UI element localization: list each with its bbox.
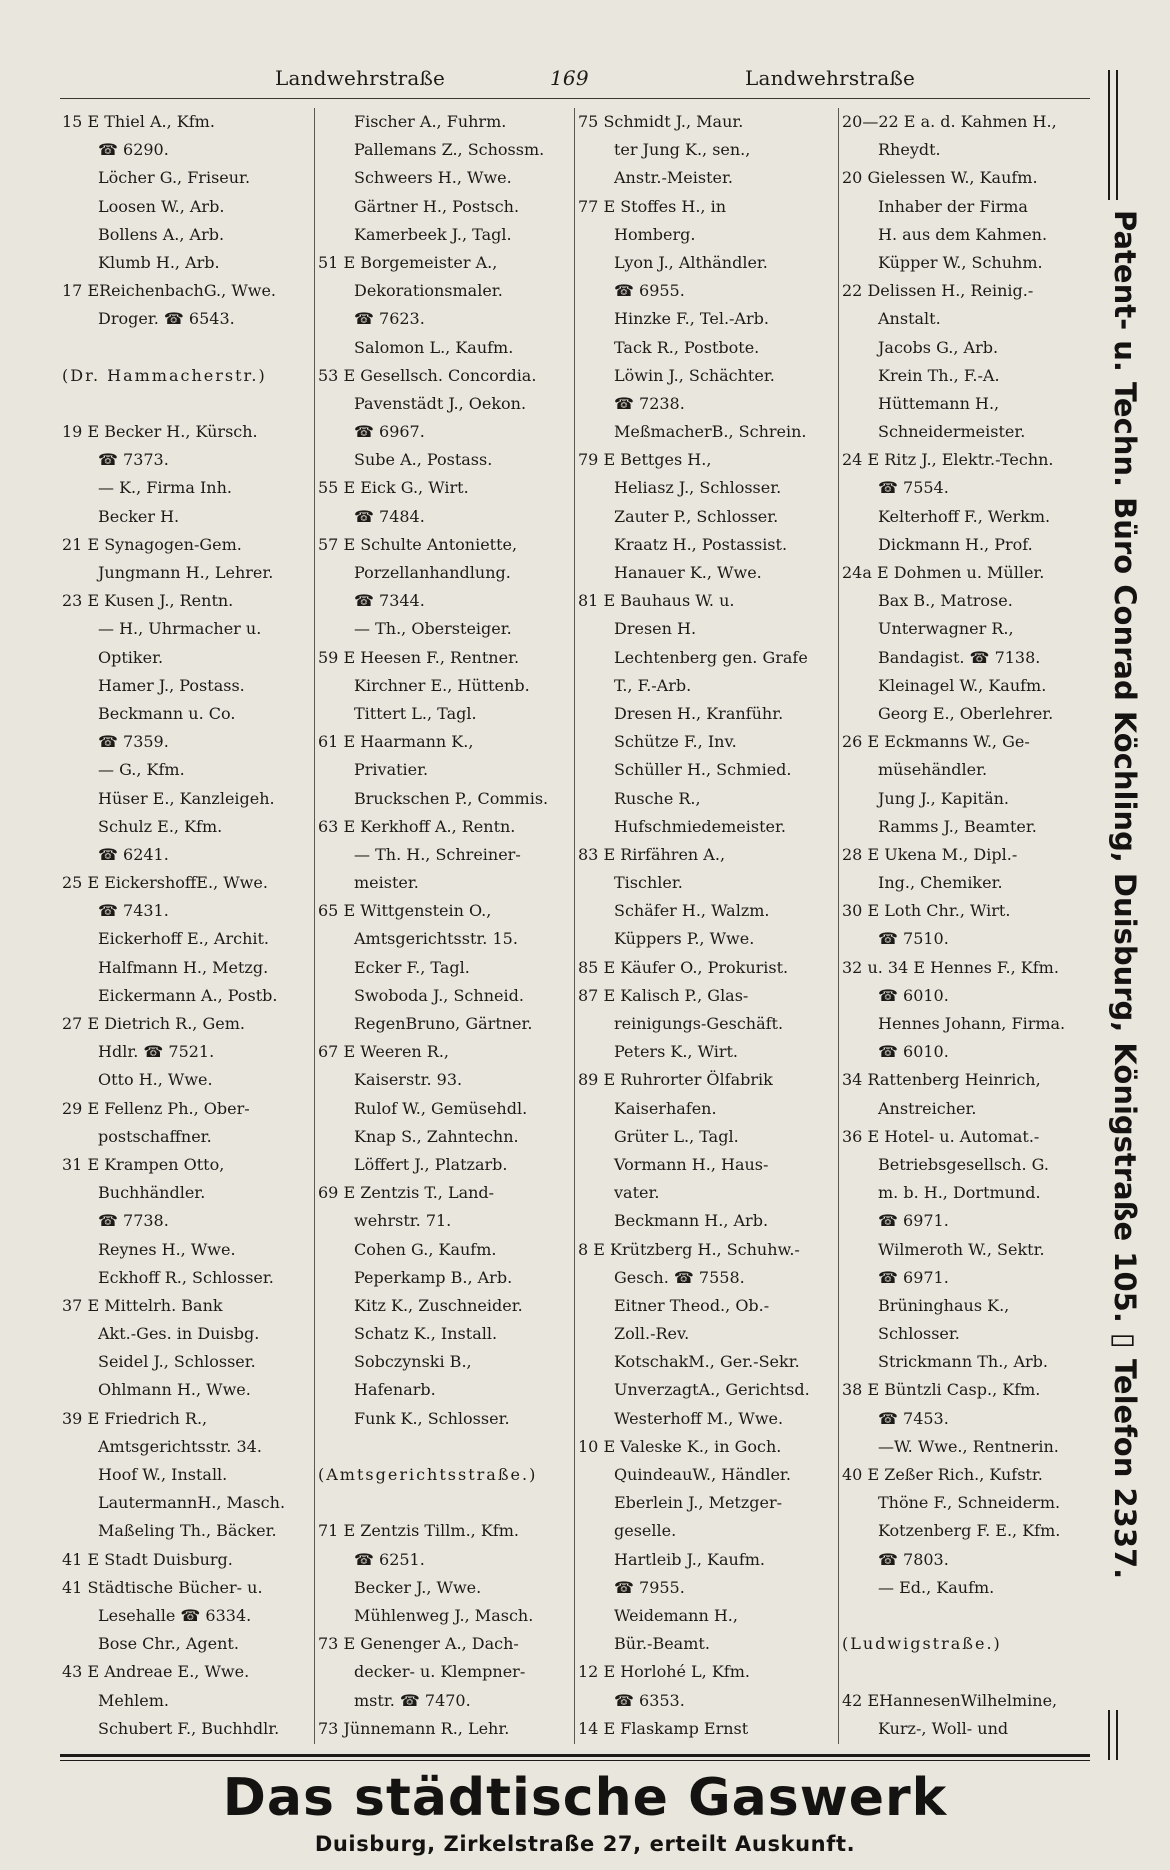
directory-entry: Tischler. [614,873,683,893]
column-4 [842,108,1110,1744]
directory-entry: 85 E Käufer O., Prokurist. [578,957,789,977]
directory-entry: Pavenstädt J., Oekon. [354,393,527,413]
directory-entry: ☎ 7453. [878,1408,949,1428]
directory-entry: ☎ 6971. [878,1267,949,1287]
directory-entry: Peperkamp B., Arb. [354,1267,513,1287]
directory-entry: decker- u. Klempner- [354,1662,526,1682]
directory-entry: Inhaber der Firma [878,196,1028,216]
directory-entry: Bruckschen P., Commis. [354,788,549,808]
directory-entry: geselle. [614,1521,677,1541]
directory-entry: 22 Delissen H., Reinig.- [842,281,1034,301]
directory-entry: ter Jung K., sen., [614,140,751,160]
directory-entry: 75 Schmidt J., Maur. [578,112,744,131]
directory-entry: Heliasz J., Schlosser. [614,478,782,498]
directory-entry: T., F.-Arb. [614,675,692,695]
directory-entry: meister. [354,873,419,893]
directory-entry: ☎ 6290. [98,140,169,160]
directory-entry: Buchhändler. [98,1183,206,1203]
directory-entry: Beckmann u. Co. [98,703,236,723]
directory-entry: Schulz E., Kfm. [98,816,223,836]
directory-entry: 83 E Rirfähren A., [578,844,726,864]
gaswerk-ad-subtitle: Duisburg, Zirkelstraße 27, erteilt Auskunft. [314,1832,856,1856]
directory-entry: Tack R., Postbote. [614,337,760,357]
directory-entry: —W. Wwe., Rentnerin. [878,1436,1059,1456]
directory-entry: Wilmeroth W., Sektr. [878,1239,1045,1259]
directory-entry: Küppers P., Wwe. [614,929,755,949]
directory-entry: — H., Uhrmacher u. [98,619,262,639]
directory-entry: Schlosser. [878,1324,960,1344]
directory-entry: 71 E Zentzis Tillm., Kfm. [318,1521,519,1541]
directory-entry: ☎ 7484. [354,506,425,526]
directory-entry: ☎ 7238. [614,393,685,413]
directory-entry: Hamer J., Postass. [98,675,245,695]
directory-entry: 73 E Genenger A., Dach- [318,1634,519,1654]
directory-entry: Amtsgerichtsstr. 34. [98,1436,262,1456]
directory-entry: Schneidermeister. [878,422,1026,442]
directory-entry: ☎ 7623. [354,309,425,329]
directory-entry [842,1658,1110,1686]
directory-entry: ☎ 7803. [878,1549,949,1569]
directory-entry: 24a E Dohmen u. Müller. [842,563,1045,582]
directory-entry: Betriebsgesellsch. G. [878,1154,1049,1174]
directory-entry: Droger. ☎ 6543. [98,309,235,329]
directory-entry [842,1602,1110,1630]
directory-entry: — Ed., Kaufm. [878,1577,995,1597]
directory-entry: Weidemann H., [614,1605,738,1625]
directory-entry: Mühlenweg J., Masch. [354,1605,534,1625]
gaswerk-ad-title: Das städtische Gaswerk [222,1768,948,1828]
directory-entry: Otto H., Wwe. [98,1070,213,1090]
directory-entry: Gärtner H., Postsch. [354,196,520,216]
directory-entry: ☎ 7510. [878,929,949,949]
directory-entry: — Th., Obersteiger. [354,619,512,639]
directory-entry: ☎ 6010. [878,1042,949,1062]
directory-entry: 37 E Mittelrh. Bank [62,1295,223,1315]
page-number: 169 [550,66,589,90]
directory-entry: m. b. H., Dortmund. [878,1183,1041,1203]
directory-entry: Bose Chr., Agent. [98,1634,239,1654]
directory-entry: Löwin J., Schächter. [614,365,775,385]
directory-entry: Strickmann Th., Arb. [878,1352,1048,1372]
directory-entry: Bax B., Matrose. [878,591,1013,611]
directory-entry: 25 E EickershoffE., Wwe. [62,873,268,893]
directory-entry: 32 u. 34 E Hennes F., Kfm. [842,957,1059,977]
directory-entry: Hdlr. ☎ 7521. [98,1042,215,1062]
directory-entry: Sobczynski B., [354,1352,472,1372]
directory-entry: 41 Städtische Bücher- u. [62,1577,263,1597]
directory-entry: Kotzenberg F. E., Kfm. [878,1521,1061,1541]
directory-entry: Hoof W., Install. [98,1465,228,1484]
directory-entry: ☎ 7359. [98,732,169,752]
directory-entry: Löffert J., Platzarb. [354,1154,508,1174]
directory-entry: Brüninghaus K., [878,1295,1010,1315]
directory-entry: Kaiserhafen. [614,1098,717,1118]
page-header [60,66,1090,96]
side-ad-text: Patent- u. Techn. Büro Conrad Köchling, Duisburg, Königstraße 105. ▯ Telefon 2337. [1100,200,1150,1710]
directory-entry: Klumb H., Arb. [98,252,220,272]
directory-entry: Kurz-, Woll- und [878,1718,1009,1738]
column-1 [62,108,330,1744]
directory-entry: QuindeauW., Händler. [614,1465,791,1484]
directory-entry: Bür.-Beamt. [614,1634,710,1654]
directory-entry: Kelterhoff F., Werkm. [878,506,1051,526]
directory-entry: H. aus dem Kahmen. [878,224,1048,244]
directory-entry: 55 E Eick G., Wirt. [318,478,469,498]
directory-entry: Privatier. [354,760,429,780]
directory-entry: 77 E Stoffes H., in [578,196,726,216]
directory-entry: Rheydt. [878,140,941,160]
directory-entry: Schütze F., Inv. [614,732,737,752]
directory-entry: ☎ 6241. [98,844,169,864]
directory-entry: Küpper W., Schuhm. [878,252,1043,272]
column-3 [578,108,846,1744]
directory-entry: 87 E Kalisch P., Glas- [578,985,749,1005]
directory-entry: Funk K., Schlosser. [354,1408,510,1428]
directory-entry: 34 Rattenberg Heinrich, [842,1070,1041,1090]
directory-entry: 53 E Gesellsch. Concordia. [318,365,537,385]
directory-entry: 20 Gielessen W., Kaufm. [842,168,1038,188]
directory-entry: Hufschmiedemeister. [614,816,786,836]
directory-entry: Westerhoff M., Wwe. [614,1408,784,1428]
directory-entry: ☎ 7955. [614,1577,685,1597]
directory-entry: 21 E Synagogen-Gem. [62,534,242,554]
directory-entry: UnverzagtA., Gerichtsd. [614,1380,810,1400]
directory-entry: Rusche R., [614,788,701,808]
directory-entry: Eickermann A., Postb. [98,985,278,1005]
directory-entry: Eickerhoff E., Archit. [98,929,269,949]
directory-entry: RegenBruno, Gärtner. [354,1014,533,1033]
directory-entry: 59 E Heesen F., Rentner. [318,647,520,667]
directory-entry: Hinzke F., Tel.-Arb. [614,309,769,329]
directory-entry: Amtsgerichtsstr. 15. [354,929,518,949]
directory-entry: Anstr.-Meister. [614,168,733,188]
directory-entry: 61 E Haarmann K., [318,732,474,752]
directory-entry: Schüller H., Schmied. [614,760,792,780]
directory-entry: Dresen H. [614,619,697,639]
directory-entry: Dickmann H., Prof. [878,534,1033,554]
directory-entry: 38 E Büntzli Casp., Kfm. [842,1380,1041,1400]
directory-entry: Kamerbeek J., Tagl. [354,224,512,244]
directory-entry: 40 E Zeßer Rich., Kufstr. [842,1465,1043,1484]
directory-entry: ☎ 7431. [98,901,169,921]
directory-entry: ☎ 6955. [614,281,685,301]
directory-entry: Lechtenberg gen. Grafe [614,647,808,667]
directory-entry: 10 E Valeske K., in Goch. [578,1436,782,1456]
directory-entry: ☎ 7554. [878,478,949,498]
directory-entry: 17 EReichenbachG., Wwe. [62,281,277,301]
directory-entry: vater. [614,1183,660,1203]
directory-entry: Kirchner E., Hüttenb. [354,675,530,695]
directory-entry: Lyon J., Althändler. [614,252,768,272]
directory-entry: Thöne F., Schneiderm. [878,1493,1061,1513]
directory-entry: postschaffner. [98,1126,212,1146]
directory-entry [578,1743,846,1744]
directory-entry: Jacobs G., Arb. [878,337,999,357]
directory-entry: 43 E Andreae E., Wwe. [62,1662,250,1682]
directory-entry: ☎ 6353. [614,1690,685,1710]
directory-entry: Eckhoff R., Schlosser. [98,1267,274,1287]
directory-entry: Kleinagel W., Kaufm. [878,675,1047,695]
directory-entry: 69 E Zentzis T., Land- [318,1183,495,1203]
directory-entry [62,334,330,362]
directory-entry: müsehändler. [878,760,988,780]
directory-entry: Porzellanhandlung. [354,563,511,582]
directory-entry: reinigungs-Geschäft. [614,1014,784,1033]
directory-entry: Hüttemann H., [878,393,1000,413]
directory-entry: 65 E Wittgenstein O., [318,901,492,921]
directory-entry: 30 E Loth Chr., Wirt. [842,901,1011,921]
directory-entry: 51 E Borgemeister A., [318,252,498,272]
directory-entry: 19 E Becker H., Kürsch. [62,422,258,442]
directory-entry: 8 E Krützberg H., Schuhw.- [578,1239,800,1259]
directory-entry: 20—22 E a. d. Kahmen H., [842,112,1057,131]
directory-entry: Hüser E., Kanzleigeh. [98,788,275,808]
directory-entry: Hanauer K., Wwe. [614,563,762,582]
column-2 [318,108,586,1744]
directory-entry: MeßmacherB., Schrein. [614,422,807,442]
directory-entry: Schatz K., Install. [354,1324,498,1344]
directory-entry: — G., Kfm. [98,760,185,780]
directory-entry: Hennes Johann, Firma. [878,1014,1066,1033]
directory-entry: 57 E Schulte Antoniette, [318,534,518,554]
directory-entry: 63 E Kerkhoff A., Rentn. [318,816,516,836]
directory-entry: Maßeling Th., Bäcker. [98,1521,277,1541]
directory-entry: 81 E Bauhaus W. u. [578,591,735,611]
directory-entry: Zoll.-Rev. [614,1324,690,1344]
directory-entry: Peters K., Wirt. [614,1042,739,1062]
directory-entry: 42 EHannesenWilhelmine, [842,1690,1058,1710]
directory-entry: 29 E Fellenz Ph., Ober- [62,1098,250,1118]
directory-entry: Dekorationsmaler. [354,281,503,301]
directory-entry: 41 E Stadt Duisburg. [62,1549,233,1569]
directory-entry: ☎ 6971. [878,1211,949,1231]
directory-entry: wehrstr. 71. [354,1211,452,1231]
directory-entry: — K., Firma Inh. [98,478,232,498]
directory-entry: ☎ 6251. [354,1549,425,1569]
directory-entry: Lesehalle ☎ 6334. [98,1605,252,1625]
directory-entry: 67 E Weeren R., [318,1042,450,1062]
directory-entry: 23 E Kusen J., Rentn. [62,591,234,611]
directory-entry: Halfmann H., Metzg. [98,957,269,977]
directory-entry: (Amtsgerichtsstraße.) [318,1465,538,1484]
directory-entry: Ecker F., Tagl. [354,957,470,977]
directory-entry: Krein Th., F.-A. [878,365,1000,385]
directory-entry: Rulof W., Gemüsehdl. [354,1098,528,1118]
directory-entry: Optiker. [98,647,164,667]
directory-entry: Bandagist. ☎ 7138. [878,647,1041,667]
directory-entry: Kaiserstr. 93. [354,1070,463,1090]
directory-entry: Tittert L., Tagl. [354,703,477,723]
directory-entry: Ing., Chemiker. [878,873,1003,893]
directory-entry: Georg E., Oberlehrer. [878,703,1054,723]
directory-entry: LautermannH., Masch. [98,1493,286,1513]
directory-entry: 73 Jünnemann R., Lehr. [318,1718,510,1738]
directory-entry: Anstreicher. [878,1098,977,1118]
directory-entry: — Th. H., Schreiner- [354,844,521,864]
directory-entry: KotschakM., Ger.-Sekr. [614,1352,800,1372]
directory-entry: Schäfer H., Walzm. [614,901,770,921]
directory-entry: Löcher G., Friseur. [98,168,251,188]
directory-entry: ☎ 7738. [98,1211,169,1231]
directory-entry: Knap S., Zahntechn. [354,1126,519,1146]
directory-entry: Anstalt. [878,309,941,329]
directory-entry: ☎ 6967. [354,422,425,442]
directory-entry: 15 E Thiel A., Kfm. [62,112,215,131]
directory-entry: Sube A., Postass. [354,450,493,470]
directory-entry [62,1743,330,1744]
directory-entry: Mehlem. [98,1690,169,1710]
directory-entry: Unterwagner R., [878,619,1014,639]
footer-rule-thin [60,1760,1090,1761]
side-advertisement [1100,200,1150,1700]
directory-entry: 36 E Hotel- u. Automat.- [842,1126,1040,1146]
directory-entry: 39 E Friedrich R., [62,1408,208,1428]
directory-entry: Vormann H., Haus- [614,1154,769,1174]
directory-entry: Schweers H., Wwe. [354,168,512,188]
directory-entry: 12 E Horlohé L, Kfm. [578,1662,750,1682]
directory-entry: Kitz K., Zuschneider. [354,1295,523,1315]
directory-entry: Kraatz H., Postassist. [614,534,788,554]
directory-entry: 24 E Ritz J., Elektr.-Techn. [842,450,1054,470]
footer-rule [60,1754,1090,1757]
directory-entry: Homberg. [614,224,696,244]
directory-entry [62,390,330,418]
directory-entry: Becker J., Wwe. [354,1577,482,1597]
directory-entry: Jungmann H., Lehrer. [98,563,274,582]
directory-entry: Jung J., Kapitän. [878,788,1009,808]
directory-entry: Eberlein J., Metzger- [614,1493,783,1513]
directory-entry: ☎ 6010. [878,985,949,1005]
directory-entry: Hartleib J., Kaufm. [614,1549,766,1569]
directory-entry: mstr. ☎ 7470. [354,1690,471,1710]
directory-entry [318,1743,586,1744]
directory-entry: 27 E Dietrich R., Gem. [62,1014,245,1033]
directory-entry: 89 E Ruhrorter Ölfabrik [578,1070,773,1090]
directory-entry: ☎ 7344. [354,591,425,611]
directory-entry: Pallemans Z., Schossm. [354,140,545,160]
directory-entry: 31 E Krampen Otto, [62,1154,225,1174]
directory-entry: Reynes H., Wwe. [98,1239,236,1259]
directory-entry [318,1489,586,1517]
directory-entry: Ramms J., Beamter. [878,816,1037,836]
directory-entry: 79 E Bettges H., [578,450,712,470]
directory-entry: Schubert F., Buchhdlr. [98,1718,280,1738]
directory-entry: Salomon L., Kaufm. [354,337,514,357]
directory-entry: Becker H. [98,506,180,526]
directory-entry: Ohlmann H., Wwe. [98,1380,251,1400]
directory-entry: Fischer A., Fuhrm. [354,112,507,131]
directory-entry [318,1433,586,1461]
directory-entry: Seidel J., Schlosser. [98,1352,256,1372]
header-street-right: Landwehrstraße [745,66,916,90]
directory-entry: (Ludwigstraße.) [842,1634,1002,1654]
directory-entry: Grüter L., Tagl. [614,1126,739,1146]
directory-entry: (Dr. Hammacherstr.) [62,365,267,385]
header-rule [60,98,1090,99]
directory-entry: Bollens A., Arb. [98,224,225,244]
directory-entry: 14 E Flaskamp Ernst [578,1718,749,1738]
directory-entry: Loosen W., Arb. [98,196,225,216]
directory-entry: Beckmann H., Arb. [614,1211,769,1231]
directory-entry: 28 E Ukena M., Dipl.- [842,844,1018,864]
directory-entry: Cohen G., Kaufm. [354,1239,497,1259]
directory-entry: Dresen H., Kranführ. [614,703,784,723]
directory-entry: Akt.-Ges. in Duisbg. [98,1324,260,1344]
directory-entry [842,1743,1110,1744]
directory-entry: Swoboda J., Schneid. [354,985,524,1005]
directory-entry: Hafenarb. [354,1380,436,1400]
directory-entry: 26 E Eckmanns W., Ge- [842,732,1030,752]
directory-entry: ☎ 7373. [98,450,169,470]
directory-entry: Gesch. ☎ 7558. [614,1267,745,1287]
header-street-left: Landwehrstraße [275,66,446,90]
directory-entry: Eitner Theod., Ob.- [614,1295,770,1315]
directory-entry: Zauter P., Schlosser. [614,506,779,526]
